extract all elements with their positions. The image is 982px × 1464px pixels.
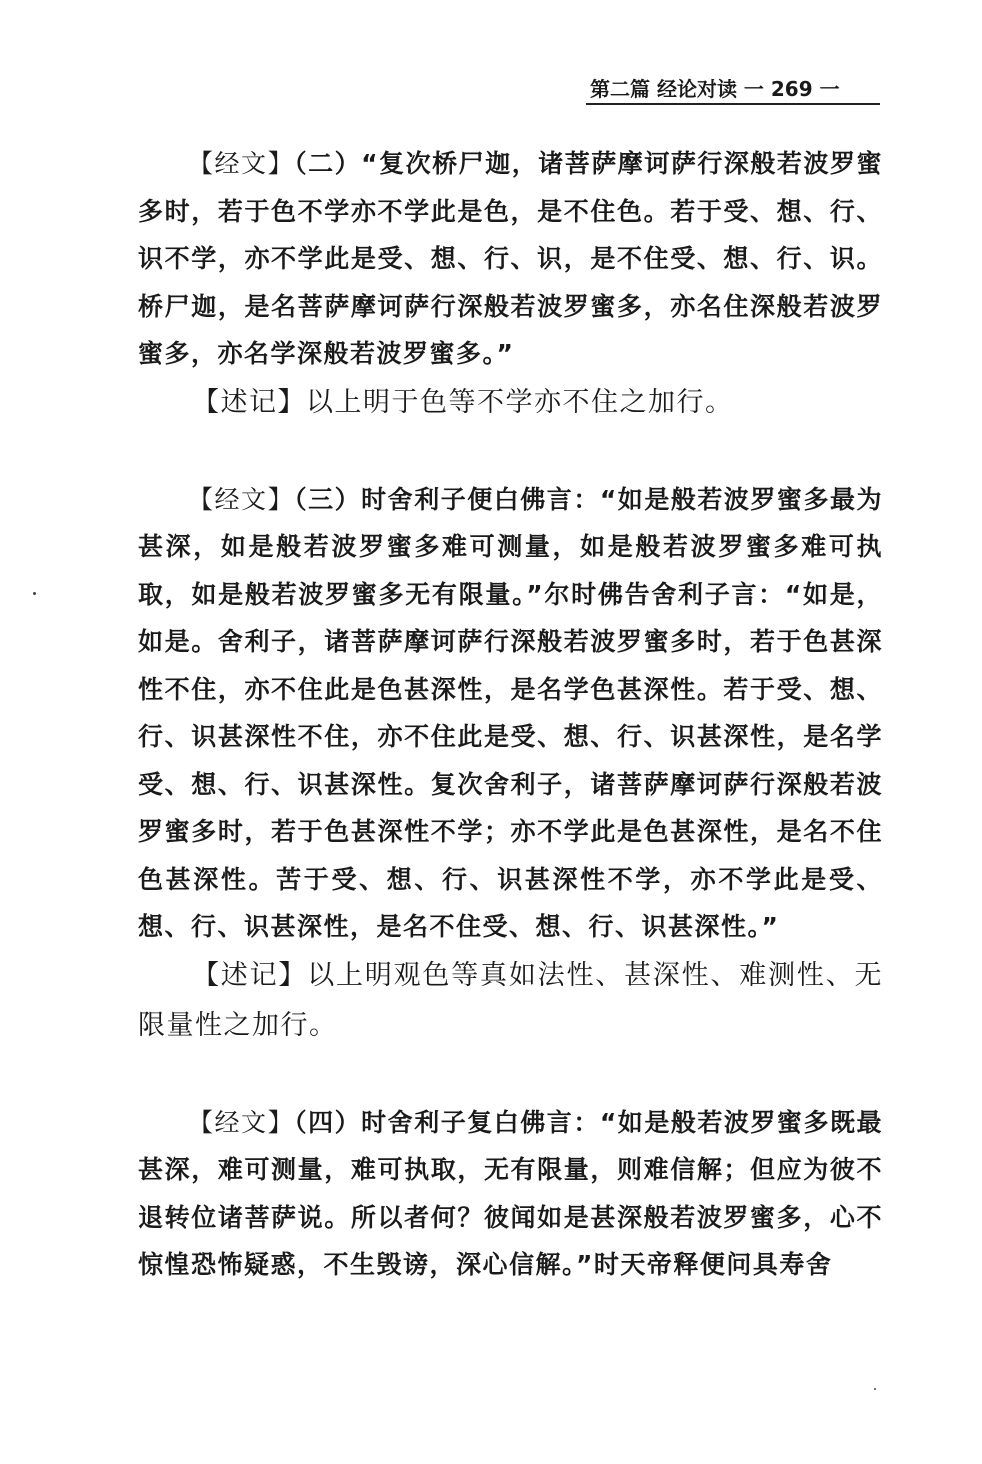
commentary-passage-3 — [138, 951, 883, 1051]
sutra-passage-4 — [138, 1099, 883, 1289]
sutra-text: （三）时舍利子便白佛言：“如是般若波罗蜜多最为甚深，如是般若波罗蜜多难可测量，如是般若波罗蜜多难可执取，如是般若波罗蜜多无有限量。”尔时佛告舍利子言：“如是，如是。舍利子，诸菩萨摩诃萨行深般若波罗蜜多时，若于色甚深性不住，亦不住此是色甚深性，是名学色甚深性。若于受、想、行、识甚深性不住，亦不住此是受、想、行、识甚深性，是名学受、想、行、识甚深性。复次舍利子，诸菩萨摩诃萨行深般若波罗蜜多时，若于色甚深性不学；亦不学此是色甚深性，是名不住色甚深性。苦于受、想、行、识甚深性不学，亦不学此是受、想、行、识甚深性，是名不住受、想、行、识甚深性。” — [138, 484, 883, 941]
sutra-label: 【经文】 — [188, 1107, 295, 1137]
section-gap — [138, 1051, 883, 1099]
section-gap — [138, 428, 883, 476]
commentary-label: 【述记】 — [192, 959, 308, 991]
sutra-label: 【经文】 — [188, 484, 295, 514]
running-title: 第二篇 经论对读 一 269 一 — [590, 77, 840, 101]
header-rule — [586, 103, 880, 105]
scan-speck — [33, 592, 36, 595]
sutra-text: （二）“复次桥尸迦，诸菩萨摩诃萨行深般若波罗蜜多时，若于色不学亦不学此是色，是不住色。若于受、想、行、识不学，亦不学此是受、想、行、识，是不住受、想、行、识。桥尸迦，是名菩萨摩诃萨行深般若波罗蜜多，亦名住深般若波罗蜜多，亦名学深般若波罗蜜多。” — [138, 149, 883, 368]
scan-speck — [874, 1388, 876, 1390]
sutra-passage-2 — [138, 140, 883, 378]
commentary-text: 以上明观色等真如法性、甚深性、难测性、无限量性之加行。 — [138, 959, 884, 1041]
page-body — [138, 140, 883, 1289]
commentary-label: 【述记】 — [192, 386, 306, 418]
commentary-passage-2 — [138, 378, 883, 428]
sutra-text: （四）时舍利子复白佛言：“如是般若波罗蜜多既最甚深，难可测量，难可执取，无有限量，则难信解；但应为彼不退转位诸菩萨说。所以者何？彼闻如是甚深般若波罗蜜多，心不惊惶恐怖疑惑，不生毁谤，深心信解。”时天帝释便问具寿舍 — [138, 1107, 883, 1279]
running-header — [590, 72, 880, 106]
sutra-label: 【经文】 — [188, 149, 295, 178]
sutra-passage-3 — [138, 476, 883, 951]
commentary-text: 以上明于色等不学亦不住之加行。 — [306, 386, 734, 418]
